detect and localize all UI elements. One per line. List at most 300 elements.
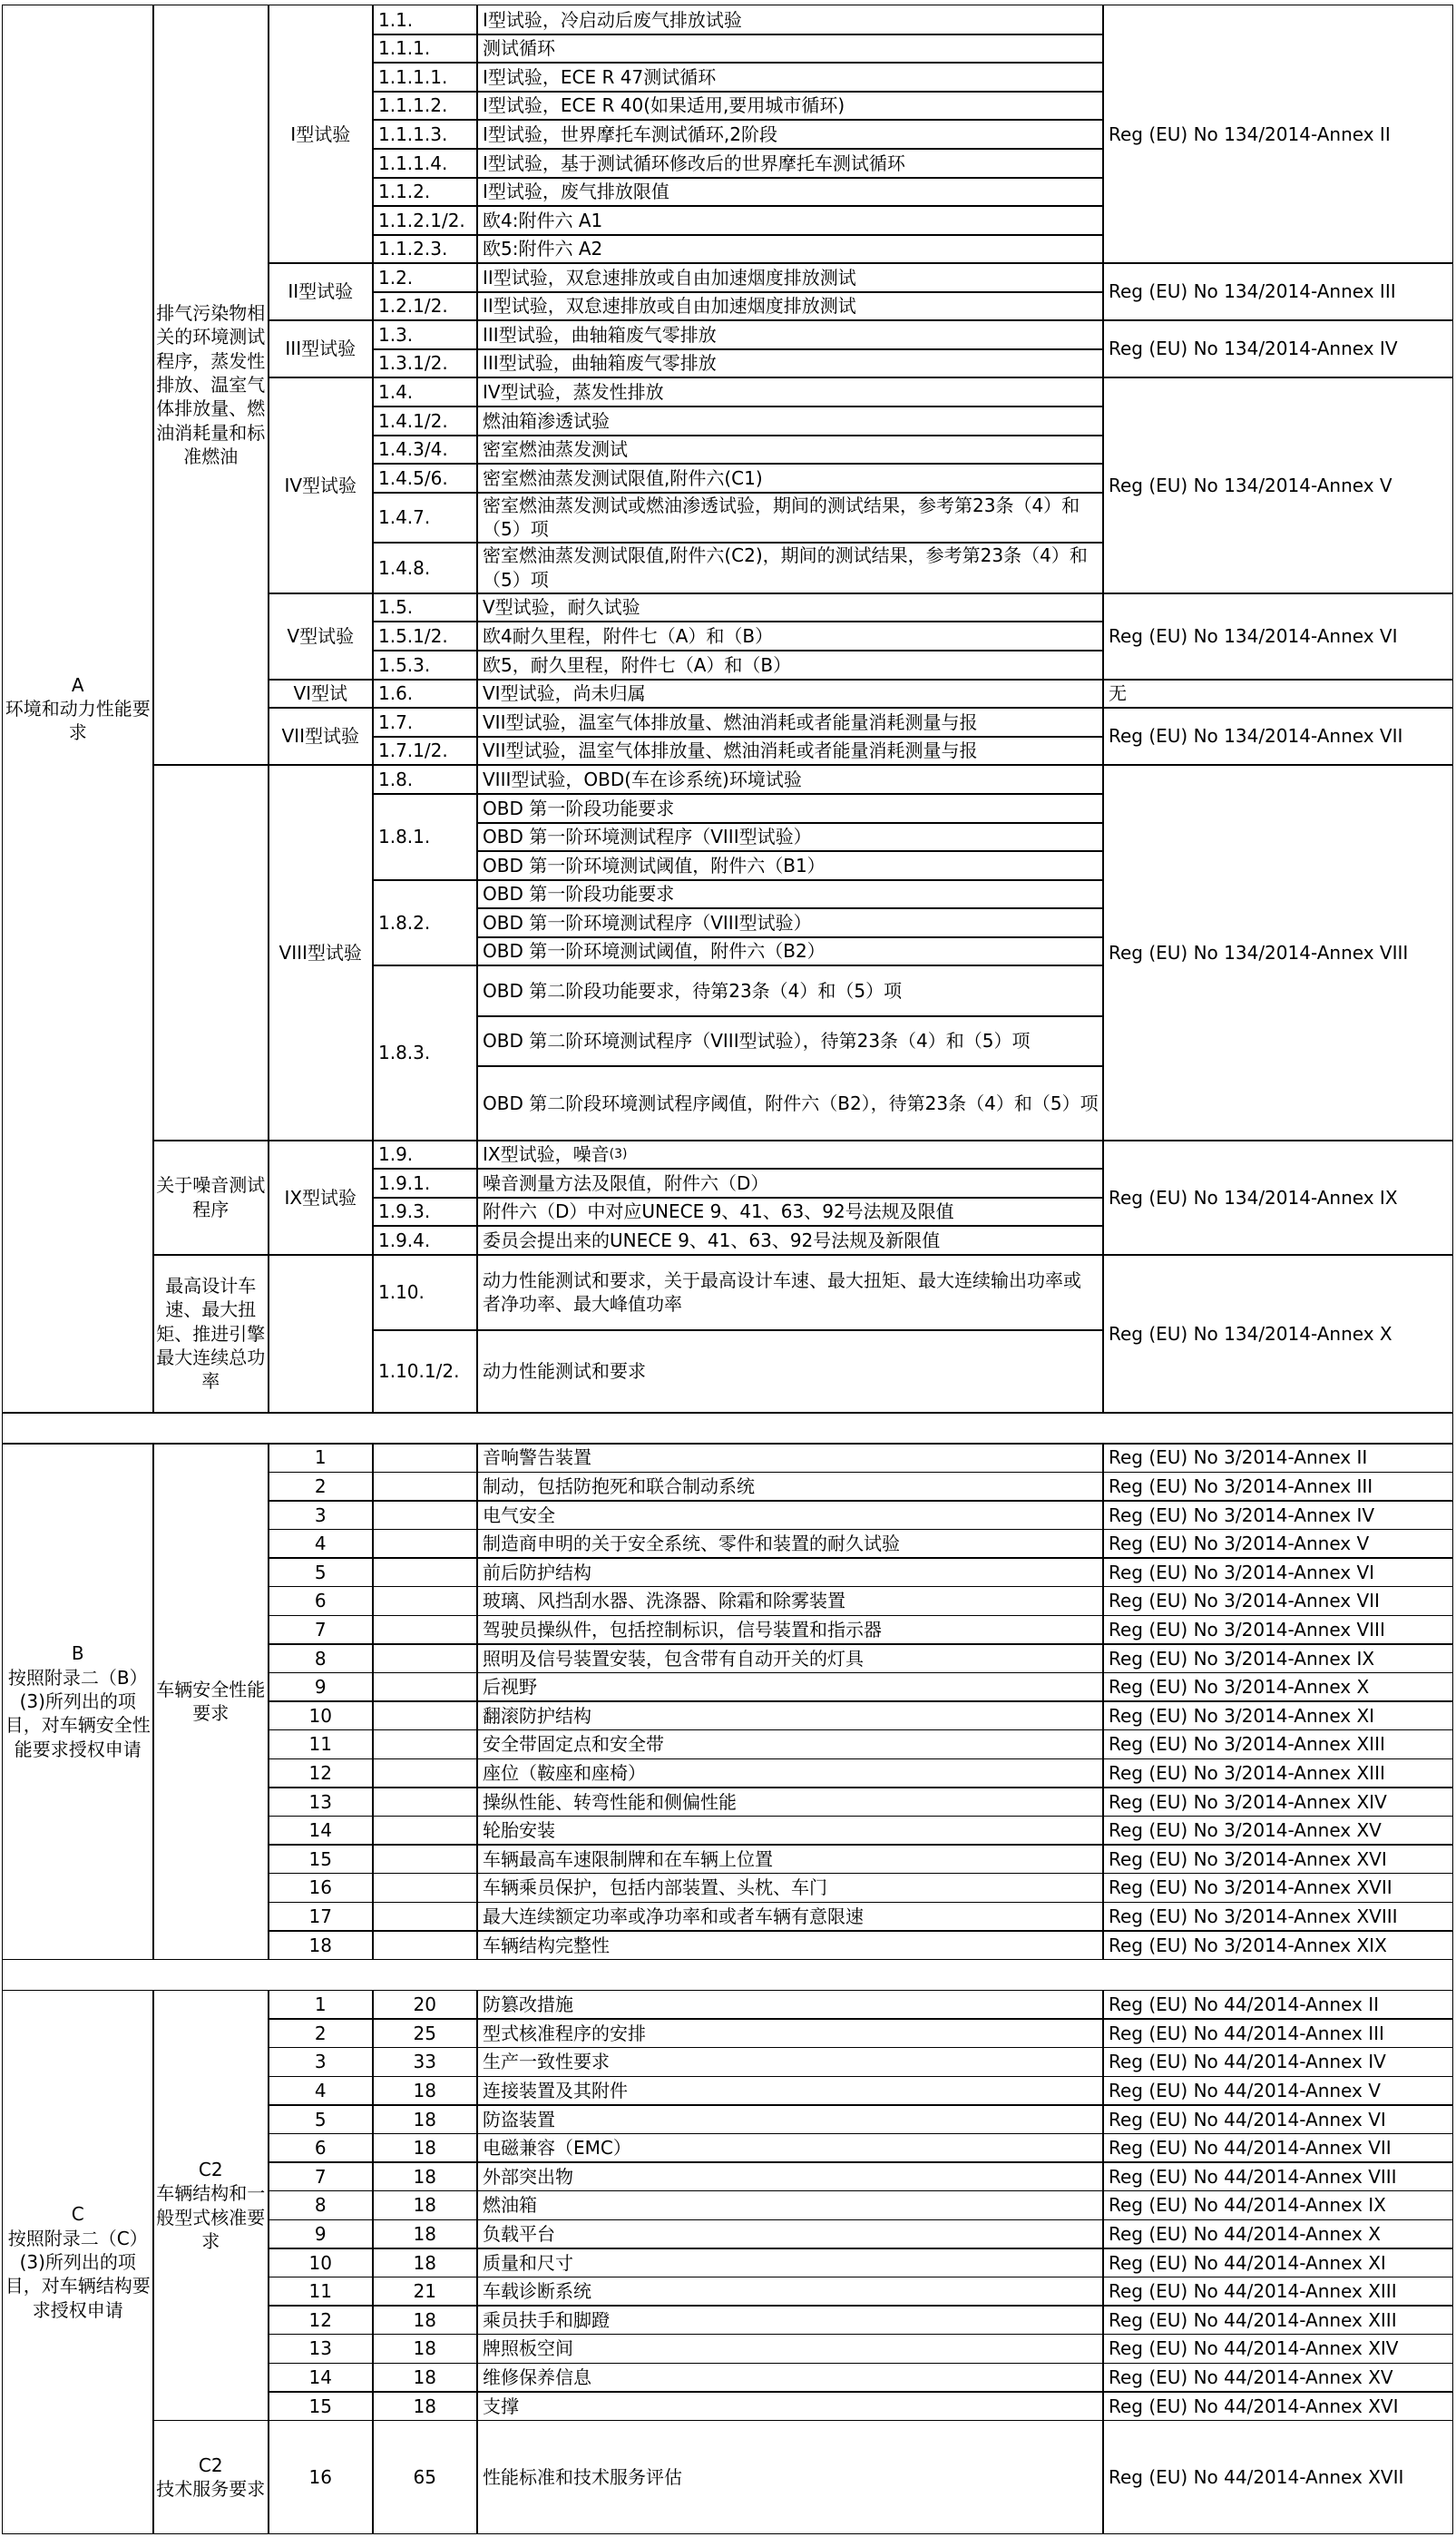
c-no-9-text: 10 [308, 2251, 332, 2274]
a-reg-r8-text: Reg (EU) No 134/2014-Annex VIII [1109, 941, 1409, 964]
a-num-3 [372, 91, 478, 121]
a-type-t6-text: VI型试 [293, 682, 348, 705]
b-sub-text: 车辆安全性能要求 [156, 1678, 266, 1725]
c-no-3-text: 4 [314, 2079, 327, 2101]
b-desc-7 [476, 1643, 1104, 1673]
b-reg-5 [1102, 1586, 1453, 1616]
a-num-10 [372, 291, 478, 321]
a-num-22 [372, 679, 478, 709]
a-num-24 [372, 736, 478, 766]
c-no-8-text: 9 [314, 2222, 327, 2245]
a-num-0-text: 1.1. [378, 8, 414, 31]
c-desc-5-text: 电磁兼容（EMC） [483, 2137, 631, 2160]
a-num-36-text: 1.9.1. [378, 1171, 431, 1194]
a-num-32 [372, 965, 478, 1141]
a-desc-11 [476, 319, 1104, 350]
c-reg-11-text: Reg (EU) No 44/2014-Annex XIII [1109, 2308, 1397, 2331]
a-desc-38 [476, 1225, 1104, 1256]
b-desc-13 [476, 1816, 1104, 1846]
a-desc-32 [476, 965, 1104, 1017]
a-desc-37 [476, 1197, 1104, 1227]
c-art-13-text: 18 [413, 2366, 436, 2388]
b-desc-0-text: 音响警告装置 [483, 1446, 591, 1469]
c-desc-7-text: 燃油箱 [483, 2194, 537, 2217]
c-desc-14 [476, 2391, 1104, 2421]
b-no-17-text: 18 [308, 1934, 332, 1956]
a-desc-2-text: I型试验，ECE R 47测试循环 [483, 65, 717, 88]
a-desc-39-text: 动力性能测试和要求，关于最高设计车速、最大扭矩、最大连续输出功率或者净功率、最大峰值功率 [483, 1268, 1081, 1316]
b-reg-7-text: Reg (EU) No 3/2014-Annex IX [1109, 1647, 1375, 1670]
c-no-10-text: 11 [308, 2280, 332, 2303]
a-num-17-text: 1.4.7. [378, 506, 431, 529]
a-num-21-text: 1.5.3. [378, 653, 431, 676]
c-reg-2-text: Reg (EU) No 44/2014-Annex IV [1109, 2051, 1386, 2073]
a-desc-26 [476, 793, 1104, 824]
c-no-15-text: 16 [308, 2465, 332, 2488]
a-desc-4 [476, 119, 1104, 150]
a-desc-30 [476, 907, 1104, 938]
a-sub-performance [152, 1254, 269, 1414]
a-desc-9 [476, 262, 1104, 293]
c-art-2-text: 33 [413, 2051, 436, 2073]
a-num-5 [372, 148, 478, 179]
a-num-20-text: 1.5.1/2. [378, 624, 448, 647]
b-desc-2 [476, 1500, 1104, 1530]
c-desc-13-text: 维修保养信息 [483, 2366, 591, 2388]
c-art-9 [372, 2248, 478, 2277]
c-art-15 [372, 2420, 478, 2535]
c-desc-12-text: 牌照板空间 [483, 2337, 573, 2360]
c-no-5-text: 6 [314, 2137, 327, 2160]
a-num-14-text: 1.4.1/2. [378, 409, 448, 432]
a-desc-13-text: IV型试验，蒸发性排放 [483, 380, 664, 403]
a-sub-noise [152, 1140, 269, 1256]
b-reg-14 [1102, 1844, 1453, 1874]
a-reg-r4 [1102, 377, 1453, 594]
b-reg-10 [1102, 1729, 1453, 1759]
a-reg-r9 [1102, 1140, 1453, 1256]
b-no-12 [268, 1787, 374, 1817]
b-desc-9 [476, 1700, 1104, 1730]
c-reg-5-text: Reg (EU) No 44/2014-Annex VII [1109, 2137, 1392, 2160]
c-desc-0 [476, 1990, 1104, 2020]
a-num-11 [372, 319, 478, 350]
c-desc-12 [476, 2334, 1104, 2364]
a-sub-noise-text: 关于噪音测试程序 [156, 1174, 266, 1220]
b-reg-0 [1102, 1443, 1453, 1473]
a-desc-14-text: 燃油箱渗透试验 [483, 409, 610, 432]
a-num-8 [372, 234, 478, 264]
a-reg-r2 [1102, 262, 1453, 321]
c-reg-12-text: Reg (EU) No 44/2014-Annex XIV [1109, 2337, 1399, 2360]
c-desc-8 [476, 2219, 1104, 2249]
b-desc-8-text: 后视野 [483, 1676, 537, 1699]
c-reg-1-text: Reg (EU) No 44/2014-Annex III [1109, 2022, 1384, 2044]
separator-1 [2, 1412, 1453, 1445]
b-desc-9-text: 翻滚防护结构 [483, 1704, 591, 1727]
a-desc-17-text: 密室燃油蒸发测试或燃油渗透试验，期间的测试结果，参考第23条（4）和（5）项 [483, 494, 1080, 541]
a-num-8-text: 1.1.2.3. [378, 238, 448, 260]
c-art-7-text: 18 [413, 2194, 436, 2217]
b-reg-16-text: Reg (EU) No 3/2014-Annex XVIII [1109, 1905, 1398, 1927]
b-art-13 [372, 1816, 478, 1846]
a-type-t5 [268, 593, 374, 681]
a-num-18 [372, 542, 478, 594]
b-reg-7 [1102, 1643, 1453, 1673]
a-reg-r10 [1102, 1254, 1453, 1414]
a-reg-r8 [1102, 764, 1453, 1141]
b-art-6 [372, 1615, 478, 1645]
a-desc-13 [476, 377, 1104, 407]
c-desc-5 [476, 2133, 1104, 2163]
a-type-t7-text: VII型试验 [281, 725, 359, 748]
a-num-2-text: 1.1.1.1. [378, 65, 448, 88]
a-num-35 [372, 1140, 478, 1170]
b-desc-12-text: 操纵性能、转弯性能和侧偏性能 [483, 1790, 737, 1813]
c-desc-10 [476, 2277, 1104, 2307]
a-num-39 [372, 1254, 478, 1331]
a-type-t6 [268, 679, 374, 709]
a-desc-5-text: I型试验，基于测试循环修改后的世界摩托车测试循环 [483, 152, 905, 174]
c-reg-13-text: Reg (EU) No 44/2014-Annex XV [1109, 2366, 1393, 2388]
b-reg-2-text: Reg (EU) No 3/2014-Annex IV [1109, 1504, 1375, 1526]
c-reg-13 [1102, 2363, 1453, 2393]
a-desc-2 [476, 62, 1104, 93]
c-no-14-text: 15 [308, 2395, 332, 2417]
a-reg-r7-text: Reg (EU) No 134/2014-Annex VII [1109, 725, 1403, 748]
c-no-10 [268, 2277, 374, 2307]
c-art-6-text: 18 [413, 2165, 436, 2188]
a-reg-r5 [1102, 593, 1453, 681]
a-desc-35-text: IX型试验，噪音 [483, 1143, 610, 1166]
b-no-17 [268, 1930, 374, 1960]
b-desc-11 [476, 1758, 1104, 1788]
separator-2 [2, 1959, 1453, 1992]
c-reg-11 [1102, 2305, 1453, 2335]
a-desc-16-text: 密室燃油蒸发测试限值,附件六(C1) [483, 466, 763, 489]
a-desc-31-text: OBD 第一阶环境测试阈值，附件六（B2） [483, 940, 826, 963]
c-no-0 [268, 1990, 374, 2020]
a-num-22-text: 1.6. [378, 682, 414, 705]
a-sub-emissions [152, 5, 269, 766]
b-reg-10-text: Reg (EU) No 3/2014-Annex XIII [1109, 1733, 1385, 1756]
b-reg-8 [1102, 1672, 1453, 1702]
b-desc-5-text: 玻璃、风挡刮水器、洗涤器、除霜和除雾装置 [483, 1590, 845, 1612]
c-reg-0 [1102, 1990, 1453, 2020]
b-desc-0 [476, 1443, 1104, 1473]
c-art-4 [372, 2104, 478, 2134]
a-reg-r3 [1102, 319, 1453, 378]
c-desc-8-text: 负载平台 [483, 2222, 555, 2245]
b-desc-17-text: 车辆结构完整性 [483, 1934, 610, 1956]
c-art-9-text: 18 [413, 2251, 436, 2274]
c-art-0-text: 20 [413, 1993, 436, 2016]
a-desc-28-text: OBD 第一阶环境测试阈值，附件六（B1） [483, 854, 826, 877]
c-no-5 [268, 2133, 374, 2163]
c-reg-8-text: Reg (EU) No 44/2014-Annex X [1109, 2222, 1381, 2245]
a-desc-6 [476, 177, 1104, 207]
c-desc-3 [476, 2076, 1104, 2106]
a-desc-20-text: 欧4耐久里程，附件七（A）和（B） [483, 624, 774, 647]
a-num-1-text: 1.1.1. [378, 37, 431, 60]
a-desc-29 [476, 879, 1104, 909]
c-art-11-text: 18 [413, 2308, 436, 2331]
b-reg-13 [1102, 1816, 1453, 1846]
b-no-11-text: 12 [308, 1761, 332, 1784]
a-desc-27-text: OBD 第一阶环境测试程序（VIII型试验） [483, 826, 812, 848]
a-num-19 [372, 593, 478, 622]
a-num-26 [372, 793, 478, 881]
a-num-21 [372, 650, 478, 681]
b-no-1 [268, 1472, 374, 1502]
b-reg-4 [1102, 1557, 1453, 1587]
a-sub-performance-text: 最高设计车速、最大扭矩、推进引擎最大连续总功率 [156, 1274, 266, 1393]
a-desc-12-text: III型试验，曲轴箱废气零排放 [483, 352, 717, 375]
c-reg-9-text: Reg (EU) No 44/2014-Annex XI [1109, 2251, 1386, 2274]
c-art-14 [372, 2391, 478, 2421]
c-art-8-text: 18 [413, 2222, 436, 2245]
b-reg-17 [1102, 1930, 1453, 1960]
b-desc-4-text: 前后防护结构 [483, 1561, 591, 1583]
a-desc-21-text: 欧5，耐久里程，附件七（A）和（B） [483, 653, 792, 676]
b-no-5-text: 6 [314, 1590, 327, 1612]
a-desc-36 [476, 1168, 1104, 1199]
a-num-29 [372, 879, 478, 966]
b-reg-17-text: Reg (EU) No 3/2014-Annex XIX [1109, 1934, 1387, 1956]
b-art-14 [372, 1844, 478, 1874]
a-desc-7 [476, 205, 1104, 236]
c-desc-10-text: 车载诊断系统 [483, 2280, 591, 2303]
b-reg-11-text: Reg (EU) No 3/2014-Annex XIII [1109, 1761, 1385, 1784]
b-no-13 [268, 1816, 374, 1846]
a-desc-39 [476, 1254, 1104, 1331]
a-type-t9 [268, 1140, 374, 1256]
b-reg-1-text: Reg (EU) No 3/2014-Annex III [1109, 1474, 1373, 1497]
c-desc-14-text: 支撑 [483, 2395, 519, 2417]
a-desc-15 [476, 435, 1104, 465]
b-no-9 [268, 1700, 374, 1730]
a-type-t8 [268, 764, 374, 1141]
c-reg-3-text: Reg (EU) No 44/2014-Annex V [1109, 2079, 1381, 2101]
a-type-t2 [268, 262, 374, 321]
b-no-15 [268, 1873, 374, 1903]
a-num-25 [372, 764, 478, 795]
a-reg-r10-text: Reg (EU) No 134/2014-Annex X [1109, 1322, 1392, 1345]
a-type-t9-text: IX型试验 [284, 1186, 357, 1209]
a-desc-24-text: VII型试验，温室气体排放量、燃油消耗或者能量消耗测量与报 [483, 740, 978, 762]
a-type-t5-text: V型试验 [287, 625, 355, 648]
c-no-12-text: 13 [308, 2337, 332, 2360]
a-desc-3-text: I型试验，ECE R 40(如果适用,要用城市循环) [483, 94, 845, 117]
b-desc-14-text: 车辆最高车速限制牌和在车辆上位置 [483, 1847, 773, 1870]
a-desc-25 [476, 764, 1104, 795]
c-reg-2 [1102, 2047, 1453, 2077]
c-no-14 [268, 2391, 374, 2421]
c-no-4 [268, 2104, 374, 2134]
b-art-9 [372, 1700, 478, 1730]
b-no-10 [268, 1729, 374, 1759]
c-art-15-text: 65 [413, 2465, 436, 2488]
c-no-13-text: 14 [308, 2366, 332, 2388]
a-num-0 [372, 5, 478, 35]
c-desc-4-text: 防盗装置 [483, 2108, 555, 2130]
b-reg-15-text: Reg (EU) No 3/2014-Annex XVII [1109, 1876, 1392, 1899]
c-desc-11 [476, 2305, 1104, 2335]
b-art-2 [372, 1500, 478, 1530]
a-num-38 [372, 1225, 478, 1256]
a-desc-23 [476, 707, 1104, 738]
b-desc-7-text: 照明及信号装置安装，包含带有自动开关的灯具 [483, 1647, 864, 1670]
a-desc-8 [476, 234, 1104, 264]
c-reg-15-text: Reg (EU) No 44/2014-Annex XVII [1109, 2465, 1404, 2488]
c-desc-9 [476, 2248, 1104, 2277]
c-reg-10-text: Reg (EU) No 44/2014-Annex XIII [1109, 2280, 1397, 2303]
b-category-text: B 按照附录二（B）(3)所列出的项目，对车辆安全性能要求授权申请 [5, 1642, 151, 1760]
b-no-8 [268, 1672, 374, 1702]
a-type-t1 [268, 5, 374, 264]
a-desc-4-text: I型试验，世界摩托车测试循环,2阶段 [483, 122, 777, 145]
a-num-3-text: 1.1.1.2. [378, 94, 448, 117]
c-reg-3 [1102, 2076, 1453, 2106]
a-desc-19-text: V型试验，耐久试验 [483, 596, 640, 619]
b-no-13-text: 14 [308, 1819, 332, 1842]
c-reg-5 [1102, 2133, 1453, 2163]
a-desc-20 [476, 621, 1104, 651]
a-num-12 [372, 348, 478, 378]
c-desc-4 [476, 2104, 1104, 2134]
a-num-23-text: 1.7. [378, 710, 414, 733]
a-num-23 [372, 707, 478, 738]
a-type-t3 [268, 319, 374, 378]
c-sub-service-text: C2 技术服务要求 [156, 2454, 266, 2501]
c-desc-0-text: 防篡改措施 [483, 1993, 573, 2016]
a-desc-19 [476, 593, 1104, 622]
c-desc-7 [476, 2190, 1104, 2220]
a-desc-34 [476, 1065, 1104, 1141]
c-reg-7 [1102, 2190, 1453, 2220]
a-desc-22 [476, 679, 1104, 709]
b-no-14-text: 15 [308, 1847, 332, 1870]
b-art-12 [372, 1787, 478, 1817]
a-reg-r1 [1102, 5, 1453, 264]
b-reg-12 [1102, 1787, 1453, 1817]
a-type-t2-text: II型试验 [288, 280, 354, 303]
c-art-1 [372, 2018, 478, 2048]
b-no-16-text: 17 [308, 1905, 332, 1927]
a-num-20 [372, 621, 478, 651]
c-desc-9-text: 质量和尺寸 [483, 2251, 573, 2274]
a-num-39-text: 1.10. [378, 1281, 425, 1304]
a-desc-12 [476, 348, 1104, 378]
b-no-3 [268, 1529, 374, 1559]
a-num-29-text: 1.8.2. [378, 911, 431, 934]
a-reg-r9-text: Reg (EU) No 134/2014-Annex IX [1109, 1186, 1398, 1209]
b-desc-1 [476, 1472, 1104, 1502]
a-desc-37-text: 附件六（D）中对应UNECE 9、41、63、92号法规及限值 [483, 1200, 954, 1223]
a-num-7 [372, 205, 478, 236]
a-desc-5 [476, 148, 1104, 179]
a-num-40-text: 1.10.1/2. [378, 1360, 460, 1383]
a-desc-32-text: OBD 第二阶段功能要求，待第23条（4）和（5）项 [483, 979, 903, 1002]
b-no-1-text: 2 [314, 1474, 327, 1497]
b-category [2, 1443, 154, 1960]
c-desc-2 [476, 2047, 1104, 2077]
c-desc-15 [476, 2420, 1104, 2535]
b-desc-16-text: 最大连续额定功率或净功率和或者车辆有意限速 [483, 1905, 864, 1927]
a-desc-27 [476, 822, 1104, 852]
c-no-4-text: 5 [314, 2108, 327, 2130]
a-num-9-text: 1.2. [378, 266, 414, 289]
c-no-2-text: 3 [314, 2051, 327, 2073]
a-desc-40-text: 动力性能测试和要求 [483, 1360, 646, 1383]
b-no-11 [268, 1758, 374, 1788]
a-sub-emissions-cont [152, 764, 269, 1141]
a-num-13-text: 1.4. [378, 380, 414, 403]
a-desc-0-text: I型试验，冷启动后废气排放试验 [483, 8, 742, 31]
b-no-3-text: 4 [314, 1533, 327, 1555]
c-no-15 [268, 2420, 374, 2535]
a-desc-11-text: III型试验，曲轴箱废气零排放 [483, 323, 717, 346]
c-no-7 [268, 2190, 374, 2220]
b-art-10 [372, 1729, 478, 1759]
c-desc-11-text: 乘员扶手和脚蹬 [483, 2308, 610, 2331]
a-type-t4-text: IV型试验 [284, 474, 357, 496]
b-no-6-text: 7 [314, 1618, 327, 1641]
c-no-2 [268, 2047, 374, 2077]
a-desc-10-text: II型试验，双怠速排放或自由加速烟度排放测试 [483, 295, 856, 318]
b-reg-12-text: Reg (EU) No 3/2014-Annex XIV [1109, 1790, 1387, 1813]
a-desc-26-text: OBD 第一阶段功能要求 [483, 797, 675, 819]
c-sub-structure-text: C2 车辆结构和一般型式核准要求 [156, 2158, 266, 2252]
a-num-37-text: 1.9.3. [378, 1200, 431, 1223]
b-desc-5 [476, 1586, 1104, 1616]
b-no-7-text: 8 [314, 1647, 327, 1670]
c-sub-service [152, 2420, 269, 2535]
c-art-12 [372, 2334, 478, 2364]
a-desc-34-text: OBD 第二阶段环境测试程序阈值，附件六（B2），待第23条（4）和（5）项 [483, 1092, 1099, 1114]
a-desc-9-text: II型试验，双怠速排放或自由加速烟度排放测试 [483, 266, 856, 289]
c-art-13 [372, 2363, 478, 2393]
b-desc-8 [476, 1672, 1104, 1702]
b-no-2 [268, 1500, 374, 1530]
c-no-3 [268, 2076, 374, 2106]
a-desc-28 [476, 850, 1104, 881]
b-no-10-text: 11 [308, 1733, 332, 1756]
b-no-14 [268, 1844, 374, 1874]
a-num-6-text: 1.1.2. [378, 181, 431, 203]
b-reg-8-text: Reg (EU) No 3/2014-Annex X [1109, 1676, 1370, 1699]
c-reg-15 [1102, 2420, 1453, 2535]
b-reg-14-text: Reg (EU) No 3/2014-Annex XVI [1109, 1847, 1387, 1870]
a-num-9 [372, 262, 478, 293]
c-art-5 [372, 2133, 478, 2163]
c-desc-1 [476, 2018, 1104, 2048]
b-desc-6 [476, 1615, 1104, 1645]
a-num-10-text: 1.2.1/2. [378, 295, 448, 318]
c-art-11 [372, 2305, 478, 2335]
c-reg-9 [1102, 2248, 1453, 2277]
b-sub [152, 1443, 269, 1960]
c-art-1-text: 25 [413, 2022, 436, 2044]
a-num-11-text: 1.3. [378, 323, 414, 346]
c-no-8 [268, 2219, 374, 2249]
c-reg-8 [1102, 2219, 1453, 2249]
a-desc-6-text: I型试验，废气排放限值 [483, 181, 669, 203]
b-desc-15-text: 车辆乘员保护，包括内部装置、头枕、车门 [483, 1876, 827, 1899]
c-no-9 [268, 2248, 374, 2277]
a-reg-r6-text: 无 [1109, 682, 1127, 705]
a-num-24-text: 1.7.1/2. [378, 740, 448, 762]
